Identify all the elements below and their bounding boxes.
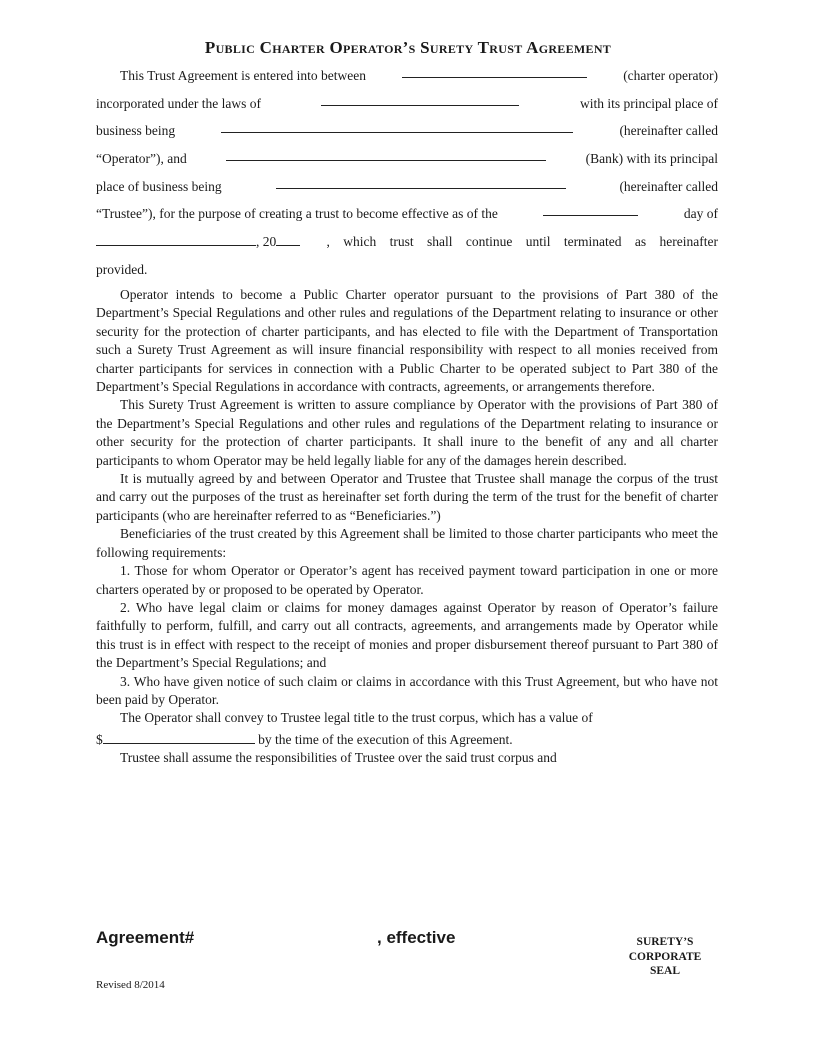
paragraph-beneficiaries: Beneficiaries of the trust created by this Agreement shall be limited to those charter participants who meet the following requirements:	[96, 526, 718, 560]
bank-name-blank[interactable]	[226, 145, 546, 161]
effective-label: , effective	[377, 928, 456, 947]
intro-line-5: place of business being (hereinafter called	[96, 173, 718, 201]
paragraph-compliance: This Surety Trust Agreement is written to assure compliance by Operator with the provisions of Part 380 of the Department’s Special Regulations and other rules and regulations of the Department relating to insurance or other security for the protection of charter participants. It shall inure to the benefit of any and all charter participants to whom Operator may be held legally liable for any of the damages herein described.	[96, 397, 718, 468]
month-blank[interactable]	[96, 230, 256, 246]
agreement-number-label: Agreement#	[96, 928, 195, 947]
paragraph-corpus: The Operator shall convey to Trustee legal title to the trust corpus, which has a value of	[120, 710, 593, 726]
corporate-seal-label: SURETY’S CORPORATE SEAL	[628, 936, 702, 977]
intro-line-2: incorporated under the laws of with its principal place of	[96, 90, 718, 118]
paragraph-responsibilities: Trustee shall assume the responsibilities of Trustee over the said trust corpus and	[120, 750, 557, 766]
bank-address-blank[interactable]	[276, 173, 566, 189]
intro-line-8: provided.	[96, 261, 148, 277]
requirement-2: 2. Who have legal claim or claims for money damages against Operator by reason of Operator’s failure faithfully to perform, fulfill, and carry out all contracts, agreements, and arrangements made by Operator while this trust is in effect with respect to the receipt of monies and proper disbursement thereof pursuant to Part 380 of the Department’s Special Regulations; and	[96, 599, 718, 671]
paragraph-intent: Operator intends to become a Public Charter operator pursuant to the provisions of Part 380 of the Department’s Special Regulations and other rules and regulations of the Department relating to insurance or other security for the protection of charter participants, and has elected to file with the Department of Transportation such a Surety Trust Agreement as will insure financial responsibility with respect to all monies received from charter participants for services in connection with a Public Charter to be operated subject to Part 380 of the Department’s Special Regulations in accordance with contracts, agreements, or arrangements therefore.	[96, 287, 718, 395]
intro-line-1: This Trust Agreement is entered into between (charter operator)	[96, 62, 718, 90]
incorporation-state-blank[interactable]	[321, 90, 519, 106]
intro-line-3: business being (hereinafter called	[96, 117, 718, 145]
operator-address-blank[interactable]	[221, 117, 573, 133]
document-title: Public Charter Operator’s Surety Trust Agreement	[204, 38, 612, 57]
intro-line-6: “Trustee”), for the purpose of creating a trust to become effective as of the day of	[96, 200, 718, 228]
charter-operator-blank[interactable]	[402, 62, 587, 78]
agreement-body	[96, 286, 718, 768]
trust-value-blank[interactable]	[103, 728, 255, 744]
paragraph-trustee-duty: It is mutually agreed by and between Operator and Trustee that Trustee shall manage the corpus of the trust and carry out the purposes of the trust as hereinafter set forth during the term of the trust for the benefit of charter participants (who are hereinafter referred to as “Beneficiaries.”)	[96, 471, 718, 523]
paragraph-corpus-value: $ by the time of the execution of this Agreement.	[96, 728, 718, 749]
requirement-3: 3. Who have given notice of such claim or claims in accordance with this Trust Agreement, but who have not been paid by Operator.	[96, 673, 718, 707]
intro-line-7: , 20 , which trust shall continue until terminated as hereinafter	[96, 228, 718, 256]
revision-note: Revised 8/2014	[96, 979, 165, 991]
year-blank[interactable]	[276, 230, 300, 246]
intro-line-4: “Operator”), and (Bank) with its principal	[96, 145, 718, 173]
intro-paragraph	[96, 62, 718, 284]
requirement-1: 1. Those for whom Operator or Operator’s agent has received payment toward participation in one or more charters operated by or proposed to be operated by Operator.	[96, 563, 718, 597]
effective-date-blank[interactable]	[543, 200, 638, 216]
